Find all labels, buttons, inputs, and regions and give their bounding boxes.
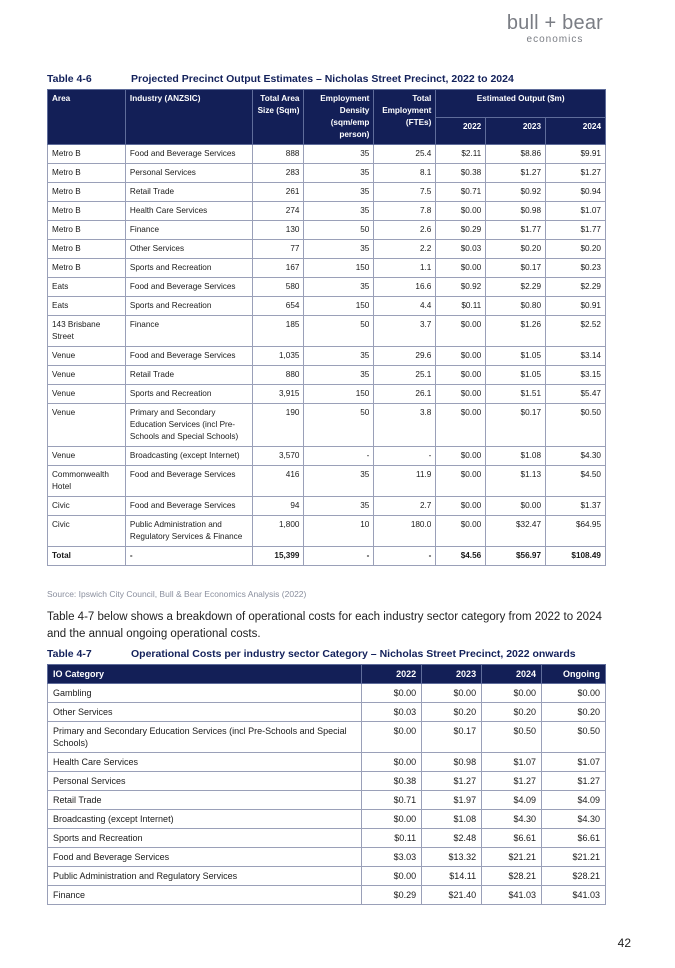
cell-industry: Retail Trade: [125, 366, 252, 385]
cell-category: Food and Beverage Services: [48, 848, 362, 867]
cell-2022: $0.03: [362, 703, 422, 722]
cell-2024: $0.91: [546, 297, 606, 316]
cell-area: Civic: [48, 516, 126, 547]
cell-2023: $0.20: [422, 703, 482, 722]
cell-2022: $0.00: [436, 447, 486, 466]
table-row: [48, 183, 606, 202]
cell-density: 10: [304, 516, 374, 547]
cell-total-area: 77: [252, 240, 304, 259]
table-row: [48, 829, 606, 848]
cell-2022: $0.00: [436, 497, 486, 516]
cell-ongoing: $0.00: [542, 684, 606, 703]
table-row: [48, 145, 606, 164]
cell-density: 150: [304, 297, 374, 316]
header-io-category: IO Category: [48, 665, 362, 684]
table-row: [48, 259, 606, 278]
bull-bear-logo: [507, 12, 603, 46]
cell-category: Public Administration and Regulatory Services: [48, 867, 362, 886]
cell-2022: $0.00: [362, 867, 422, 886]
cell-total-area: 185: [252, 316, 304, 347]
cell-total-area: 167: [252, 259, 304, 278]
source-note: Source: Ipswich City Council, Bull & Bear Economics Analysis (2022): [47, 589, 307, 599]
cell-density: 35: [304, 183, 374, 202]
cell-2024: $2.29: [546, 278, 606, 297]
cell-density: 35: [304, 466, 374, 497]
header-2024: 2024: [482, 665, 542, 684]
cell-2024: $1.07: [482, 753, 542, 772]
cell-employment: 1.1: [374, 259, 436, 278]
cell-2024: $1.77: [546, 221, 606, 240]
cell-employment: 180.0: [374, 516, 436, 547]
cell-2022: $0.38: [362, 772, 422, 791]
cell-2024: $3.14: [546, 347, 606, 366]
cell-2023: $1.77: [486, 221, 546, 240]
table-row: [48, 316, 606, 347]
cell-2024: $21.21: [482, 848, 542, 867]
cell-total-area: 1,035: [252, 347, 304, 366]
cell-total-area: 3,915: [252, 385, 304, 404]
cell-industry: Other Services: [125, 240, 252, 259]
cell-employment: 2.7: [374, 497, 436, 516]
cell-2023: $1.08: [486, 447, 546, 466]
cell-2022: $0.00: [436, 404, 486, 447]
cell-2022: $3.03: [362, 848, 422, 867]
cell-industry: Finance: [125, 316, 252, 347]
cell-industry: -: [125, 547, 252, 566]
cell-employment: 7.8: [374, 202, 436, 221]
cell-2023: $1.05: [486, 347, 546, 366]
cell-2023: $32.47: [486, 516, 546, 547]
cell-ongoing: $28.21: [542, 867, 606, 886]
table-row: [48, 202, 606, 221]
cell-2023: $21.40: [422, 886, 482, 905]
cell-ongoing: $6.61: [542, 829, 606, 848]
cell-category: Broadcasting (except Internet): [48, 810, 362, 829]
cell-ongoing: $4.09: [542, 791, 606, 810]
cell-2022: $0.71: [436, 183, 486, 202]
cell-density: 35: [304, 240, 374, 259]
cell-2024: $5.47: [546, 385, 606, 404]
cell-area: Metro B: [48, 164, 126, 183]
table-row: [48, 772, 606, 791]
table-row: [48, 240, 606, 259]
cell-employment: 16.6: [374, 278, 436, 297]
table-row: [48, 447, 606, 466]
cell-employment: 7.5: [374, 183, 436, 202]
table-row: [48, 466, 606, 497]
cell-2023: $0.17: [422, 722, 482, 753]
cell-2023: $0.98: [486, 202, 546, 221]
cell-category: Finance: [48, 886, 362, 905]
cell-ongoing: $0.20: [542, 703, 606, 722]
table-row: [48, 164, 606, 183]
cell-category: Retail Trade: [48, 791, 362, 810]
cell-industry: Food and Beverage Services: [125, 145, 252, 164]
cell-density: 35: [304, 347, 374, 366]
table-4-6-caption: [47, 73, 514, 85]
header-output: Estimated Output ($m): [436, 90, 606, 118]
cell-total-area: 1,800: [252, 516, 304, 547]
cell-total-area: 274: [252, 202, 304, 221]
cell-industry: Food and Beverage Services: [125, 278, 252, 297]
header-industry: Industry (ANZSIC): [125, 90, 252, 145]
cell-total-area: 190: [252, 404, 304, 447]
cell-2024: $0.20: [482, 703, 542, 722]
cell-2022: $0.38: [436, 164, 486, 183]
cell-density: 150: [304, 259, 374, 278]
cell-industry: Public Administration and Regulatory Services & Finance: [125, 516, 252, 547]
logo-name: bull + bear: [506, 12, 603, 34]
cell-density: 50: [304, 404, 374, 447]
table-title: Projected Precinct Output Estimates – Nicholas Street Precinct, 2022 to 2024: [131, 73, 514, 85]
cell-total-area: 261: [252, 183, 304, 202]
cell-2023: $1.51: [486, 385, 546, 404]
table-row: [48, 404, 606, 447]
cell-2022: $0.29: [362, 886, 422, 905]
table-row: [48, 848, 606, 867]
cell-2024: $4.30: [482, 810, 542, 829]
cell-density: 50: [304, 316, 374, 347]
cell-area: Venue: [48, 385, 126, 404]
cell-2023: $0.20: [486, 240, 546, 259]
table-row: [48, 810, 606, 829]
cell-2023: $1.05: [486, 366, 546, 385]
costs-table-body: [48, 684, 606, 905]
cell-ongoing: $1.07: [542, 753, 606, 772]
cell-2024: $1.07: [546, 202, 606, 221]
body-paragraph: Table 4-7 below shows a breakdown of operational costs for each industry sector category from 2022 to 2024 and the annual ongoing operational costs.: [47, 611, 602, 640]
cell-2022: $0.00: [436, 466, 486, 497]
operational-costs-table: [47, 664, 606, 905]
cell-2023: $0.80: [486, 297, 546, 316]
cell-2024: $4.30: [546, 447, 606, 466]
table-row: [48, 867, 606, 886]
cell-total-area: 580: [252, 278, 304, 297]
header-2023: 2023: [422, 665, 482, 684]
cell-area: Eats: [48, 297, 126, 316]
cell-2023: $14.11: [422, 867, 482, 886]
cell-ongoing: $0.50: [542, 722, 606, 753]
cell-2024: $41.03: [482, 886, 542, 905]
cell-2024: $6.61: [482, 829, 542, 848]
cell-2023: $56.97: [486, 547, 546, 566]
cell-area: Venue: [48, 366, 126, 385]
header-density: Employment Density (sqm/emp person): [304, 90, 374, 145]
cell-employment: 29.6: [374, 347, 436, 366]
cell-2023: $0.17: [486, 259, 546, 278]
cell-employment: 2.2: [374, 240, 436, 259]
cell-industry: Food and Beverage Services: [125, 347, 252, 366]
table-row: [48, 366, 606, 385]
cell-2024: $0.20: [546, 240, 606, 259]
cell-2024: $0.50: [546, 404, 606, 447]
logo-tagline: economics: [526, 34, 584, 45]
cell-area: Venue: [48, 404, 126, 447]
cell-industry: Personal Services: [125, 164, 252, 183]
cell-area: Metro B: [48, 145, 126, 164]
cell-industry: Food and Beverage Services: [125, 497, 252, 516]
cell-area: Commonwealth Hotel: [48, 466, 126, 497]
cell-area: Venue: [48, 347, 126, 366]
cell-density: 35: [304, 202, 374, 221]
table-4-7-caption: [47, 648, 576, 660]
cell-area: Eats: [48, 278, 126, 297]
table-row: [48, 753, 606, 772]
cell-2024: $3.15: [546, 366, 606, 385]
cell-2022: $0.00: [436, 259, 486, 278]
cell-density: 50: [304, 221, 374, 240]
table-title: Operational Costs per industry sector Category – Nicholas Street Precinct, 2022 onwards: [131, 648, 576, 660]
cell-employment: 4.4: [374, 297, 436, 316]
cell-industry: Sports and Recreation: [125, 259, 252, 278]
table-row: [48, 703, 606, 722]
cell-2022: $0.00: [436, 516, 486, 547]
output-estimates-table: [47, 89, 606, 566]
table-row: [48, 684, 606, 703]
cell-2022: $0.11: [436, 297, 486, 316]
cell-area: Metro B: [48, 202, 126, 221]
cell-category: Gambling: [48, 684, 362, 703]
header-2022: 2022: [362, 665, 422, 684]
cell-total-area: 3,570: [252, 447, 304, 466]
table-row: [48, 497, 606, 516]
cell-2022: $0.00: [436, 316, 486, 347]
cell-2023: $0.98: [422, 753, 482, 772]
cell-total-area: 654: [252, 297, 304, 316]
cell-employment: 2.6: [374, 221, 436, 240]
cell-2022: $0.11: [362, 829, 422, 848]
cell-area: Venue: [48, 447, 126, 466]
cell-2022: $0.00: [362, 684, 422, 703]
cell-density: -: [304, 447, 374, 466]
cell-2023: $2.29: [486, 278, 546, 297]
header-2024: 2024: [546, 117, 606, 145]
cell-area: Metro B: [48, 259, 126, 278]
header-ongoing: Ongoing: [542, 665, 606, 684]
cell-category: Primary and Secondary Education Services (incl Pre-Schools and Special Schools): [48, 722, 362, 753]
cell-area: Total: [48, 547, 126, 566]
cell-2024: $108.49: [546, 547, 606, 566]
table-row: [48, 886, 606, 905]
header-total-area: Total Area Size (Sqm): [252, 90, 304, 145]
cell-ongoing: $1.27: [542, 772, 606, 791]
header-2022: 2022: [436, 117, 486, 145]
cell-2022: $0.92: [436, 278, 486, 297]
header-area: Area: [48, 90, 126, 145]
cell-2023: $13.32: [422, 848, 482, 867]
cell-2023: $0.00: [422, 684, 482, 703]
cell-2024: $1.27: [546, 164, 606, 183]
table-row: [48, 791, 606, 810]
cell-employment: 3.7: [374, 316, 436, 347]
cell-2023: $1.08: [422, 810, 482, 829]
table-row: [48, 516, 606, 547]
cell-ongoing: $21.21: [542, 848, 606, 867]
cell-2022: $0.00: [436, 347, 486, 366]
cell-total-area: 15,399: [252, 547, 304, 566]
cell-industry: Health Care Services: [125, 202, 252, 221]
cell-total-area: 130: [252, 221, 304, 240]
cell-2024: $0.50: [482, 722, 542, 753]
cell-2022: $0.00: [436, 385, 486, 404]
cell-density: 35: [304, 164, 374, 183]
cell-employment: 11.9: [374, 466, 436, 497]
cell-ongoing: $41.03: [542, 886, 606, 905]
cell-industry: Retail Trade: [125, 183, 252, 202]
cell-total-area: 416: [252, 466, 304, 497]
cell-2022: $0.03: [436, 240, 486, 259]
cell-2022: $0.00: [436, 366, 486, 385]
cell-2023: $0.17: [486, 404, 546, 447]
cell-employment: 26.1: [374, 385, 436, 404]
cell-2023: $1.27: [486, 164, 546, 183]
table-row: [48, 347, 606, 366]
cell-2022: $4.56: [436, 547, 486, 566]
cell-2024: $28.21: [482, 867, 542, 886]
cell-2024: $4.09: [482, 791, 542, 810]
cell-ongoing: $4.30: [542, 810, 606, 829]
cell-2022: $0.00: [436, 202, 486, 221]
cell-density: 35: [304, 145, 374, 164]
cell-area: 143 Brisbane Street: [48, 316, 126, 347]
cell-2023: $8.86: [486, 145, 546, 164]
table-row: [48, 385, 606, 404]
cell-2023: $1.26: [486, 316, 546, 347]
cell-industry: Broadcasting (except Internet): [125, 447, 252, 466]
cell-industry: Food and Beverage Services: [125, 466, 252, 497]
cell-2024: $9.91: [546, 145, 606, 164]
cell-2024: $2.52: [546, 316, 606, 347]
cell-2024: $0.23: [546, 259, 606, 278]
cell-2024: $1.27: [482, 772, 542, 791]
cell-2024: $64.95: [546, 516, 606, 547]
cell-2024: $0.94: [546, 183, 606, 202]
cell-2023: $0.92: [486, 183, 546, 202]
cell-2024: $4.50: [546, 466, 606, 497]
cell-industry: Finance: [125, 221, 252, 240]
table-row: [48, 722, 606, 753]
cell-area: Metro B: [48, 221, 126, 240]
cell-density: 35: [304, 278, 374, 297]
cell-category: Other Services: [48, 703, 362, 722]
cell-category: Sports and Recreation: [48, 829, 362, 848]
cell-employment: 25.4: [374, 145, 436, 164]
total-row: [48, 547, 606, 566]
cell-2022: $0.00: [362, 722, 422, 753]
cell-density: 35: [304, 497, 374, 516]
cell-industry: Sports and Recreation: [125, 297, 252, 316]
cell-2022: $2.11: [436, 145, 486, 164]
cell-category: Health Care Services: [48, 753, 362, 772]
page-number: 42: [617, 936, 631, 950]
table-number: Table 4-7: [47, 648, 92, 660]
cell-density: 35: [304, 366, 374, 385]
cell-2023: $2.48: [422, 829, 482, 848]
cell-category: Personal Services: [48, 772, 362, 791]
cell-employment: -: [374, 547, 436, 566]
cell-total-area: 283: [252, 164, 304, 183]
cell-area: Metro B: [48, 183, 126, 202]
cell-2023: $1.13: [486, 466, 546, 497]
cell-industry: Primary and Secondary Education Services (incl Pre-Schools and Special Schools): [125, 404, 252, 447]
table-number: Table 4-6: [47, 73, 92, 85]
cell-2022: $0.29: [436, 221, 486, 240]
cell-total-area: 880: [252, 366, 304, 385]
cell-density: -: [304, 547, 374, 566]
cell-2023: $1.97: [422, 791, 482, 810]
output-table-body: [48, 145, 606, 566]
cell-total-area: 888: [252, 145, 304, 164]
cell-employment: 25.1: [374, 366, 436, 385]
cell-employment: -: [374, 447, 436, 466]
cell-2022: $0.71: [362, 791, 422, 810]
cell-employment: 8.1: [374, 164, 436, 183]
cell-area: Civic: [48, 497, 126, 516]
cell-2023: $0.00: [486, 497, 546, 516]
table-row: [48, 297, 606, 316]
cell-employment: 3.8: [374, 404, 436, 447]
cell-2022: $0.00: [362, 810, 422, 829]
cell-density: 150: [304, 385, 374, 404]
cell-2024: $1.37: [546, 497, 606, 516]
cell-total-area: 94: [252, 497, 304, 516]
table-row: [48, 278, 606, 297]
cell-2024: $0.00: [482, 684, 542, 703]
cell-2023: $1.27: [422, 772, 482, 791]
cell-area: Metro B: [48, 240, 126, 259]
cell-industry: Sports and Recreation: [125, 385, 252, 404]
header-employment: Total Employment (FTEs): [374, 90, 436, 145]
cell-2022: $0.00: [362, 753, 422, 772]
header-2023: 2023: [486, 117, 546, 145]
table-row: [48, 221, 606, 240]
